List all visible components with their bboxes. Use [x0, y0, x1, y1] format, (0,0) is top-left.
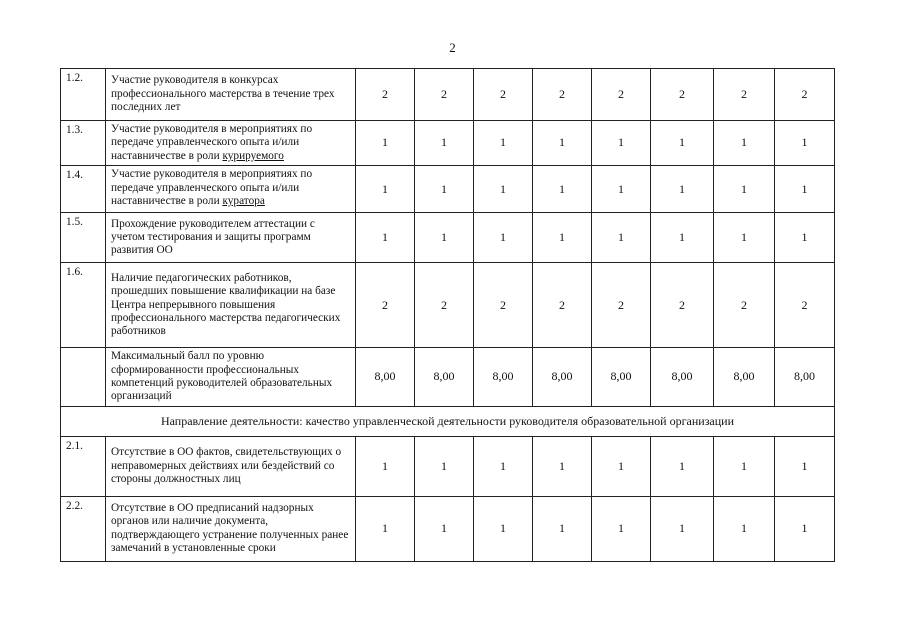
table-row	[61, 496, 835, 561]
score-cell: 2	[775, 263, 835, 348]
criterion-text: Отсутствие в ОО предписаний надзорных органов или наличие документа, подтверждающего устранение полученных ранее замечаний в установленные сроки	[106, 496, 356, 561]
score-cell: 2	[592, 263, 651, 348]
row-number: 2.1.	[61, 436, 106, 496]
score-cell: 2	[356, 263, 415, 348]
criterion-text-underlined: курируемого	[222, 149, 284, 162]
page-number: 2	[449, 40, 456, 55]
score-cell: 1	[651, 121, 714, 166]
score-cell: 2	[592, 69, 651, 121]
criteria-table	[60, 68, 835, 562]
score-cell: 1	[415, 166, 474, 213]
score-cell: 1	[474, 121, 533, 166]
criterion-text	[106, 166, 356, 213]
score-cell: 1	[356, 436, 415, 496]
score-cell: 1	[356, 166, 415, 213]
score-cell: 1	[356, 121, 415, 166]
row-number	[61, 348, 106, 407]
score-cell: 1	[775, 213, 835, 263]
row-number: 1.2.	[61, 69, 106, 121]
table-body	[61, 69, 835, 562]
score-cell: 1	[651, 166, 714, 213]
score-cell: 1	[775, 496, 835, 561]
score-cell: 2	[415, 69, 474, 121]
score-cell: 8,00	[415, 348, 474, 407]
score-cell: 1	[651, 436, 714, 496]
score-cell: 8,00	[592, 348, 651, 407]
score-cell: 1	[714, 436, 775, 496]
criterion-text: Участие руководителя в конкурсах профессионального мастерства в течение трех последних лет	[106, 69, 356, 121]
score-cell: 1	[714, 496, 775, 561]
row-number: 1.5.	[61, 213, 106, 263]
score-cell: 1	[474, 213, 533, 263]
score-cell: 1	[356, 496, 415, 561]
table-row	[61, 436, 835, 496]
score-cell: 2	[651, 263, 714, 348]
score-cell: 1	[474, 436, 533, 496]
score-cell: 1	[592, 496, 651, 561]
score-cell: 1	[714, 166, 775, 213]
score-cell: 1	[775, 436, 835, 496]
score-cell: 8,00	[651, 348, 714, 407]
score-cell: 2	[533, 263, 592, 348]
criterion-text-part: Участие руководителя в мероприятиях по передаче управленческого опыта и/или наставничестве в роли	[111, 168, 313, 208]
score-cell: 8,00	[714, 348, 775, 407]
score-cell: 8,00	[356, 348, 415, 407]
score-cell: 2	[714, 69, 775, 121]
row-number: 2.2.	[61, 496, 106, 561]
score-cell: 8,00	[775, 348, 835, 407]
table-row	[61, 121, 835, 166]
table-row	[61, 213, 835, 263]
score-cell: 2	[533, 69, 592, 121]
score-cell: 1	[651, 496, 714, 561]
score-cell: 1	[592, 213, 651, 263]
table-row	[61, 263, 835, 348]
score-cell: 1	[775, 166, 835, 213]
score-cell: 2	[415, 263, 474, 348]
score-cell: 1	[533, 496, 592, 561]
score-cell: 1	[533, 121, 592, 166]
criterion-text-part: Участие руководителя в мероприятиях по передаче управленческого опыта и/или наставничестве в роли	[111, 123, 313, 162]
score-cell: 1	[533, 436, 592, 496]
score-cell: 1	[592, 121, 651, 166]
section-heading-row	[61, 406, 835, 436]
row-number: 1.3.	[61, 121, 106, 166]
score-cell: 8,00	[533, 348, 592, 407]
section-heading: Направление деятельности: качество управленческой деятельности руководителя образовательной организации	[61, 406, 835, 436]
criterion-text	[106, 121, 356, 166]
score-cell: 1	[714, 121, 775, 166]
score-cell: 1	[415, 496, 474, 561]
score-cell: 1	[592, 166, 651, 213]
criterion-text: Отсутствие в ОО фактов, свидетельствующих о неправомерных действиях или бездействий со стороны должностных лиц	[106, 436, 356, 496]
score-cell: 1	[415, 213, 474, 263]
row-number: 1.4.	[61, 166, 106, 213]
score-cell: 1	[651, 213, 714, 263]
score-cell: 1	[474, 496, 533, 561]
score-cell: 1	[533, 213, 592, 263]
criterion-text: Прохождение руководителем аттестации с учетом тестирования и защиты программ развития ОО	[106, 213, 356, 263]
table-row-total	[61, 348, 835, 407]
score-cell: 1	[356, 213, 415, 263]
score-cell: 2	[356, 69, 415, 121]
criterion-text: Максимальный балл по уровню сформированности профессиональных компетенций руководителей образовательных организаций	[106, 348, 356, 407]
score-cell: 1	[775, 121, 835, 166]
row-number: 1.6.	[61, 263, 106, 348]
score-cell: 1	[415, 436, 474, 496]
criterion-text-underlined: куратора	[222, 195, 265, 208]
score-cell: 1	[415, 121, 474, 166]
score-cell: 1	[714, 213, 775, 263]
score-cell: 2	[775, 69, 835, 121]
score-cell: 2	[474, 263, 533, 348]
criterion-text: Наличие педагогических работников, прошедших повышение квалификации на базе Центра непрерывного повышения профессионального мастерства педагогических работников	[106, 263, 356, 348]
table-row	[61, 166, 835, 213]
score-cell: 2	[474, 69, 533, 121]
score-cell: 1	[474, 166, 533, 213]
table-row	[61, 69, 835, 121]
score-cell: 1	[592, 436, 651, 496]
score-cell: 1	[533, 166, 592, 213]
score-cell: 2	[714, 263, 775, 348]
score-cell: 2	[651, 69, 714, 121]
score-cell: 8,00	[474, 348, 533, 407]
